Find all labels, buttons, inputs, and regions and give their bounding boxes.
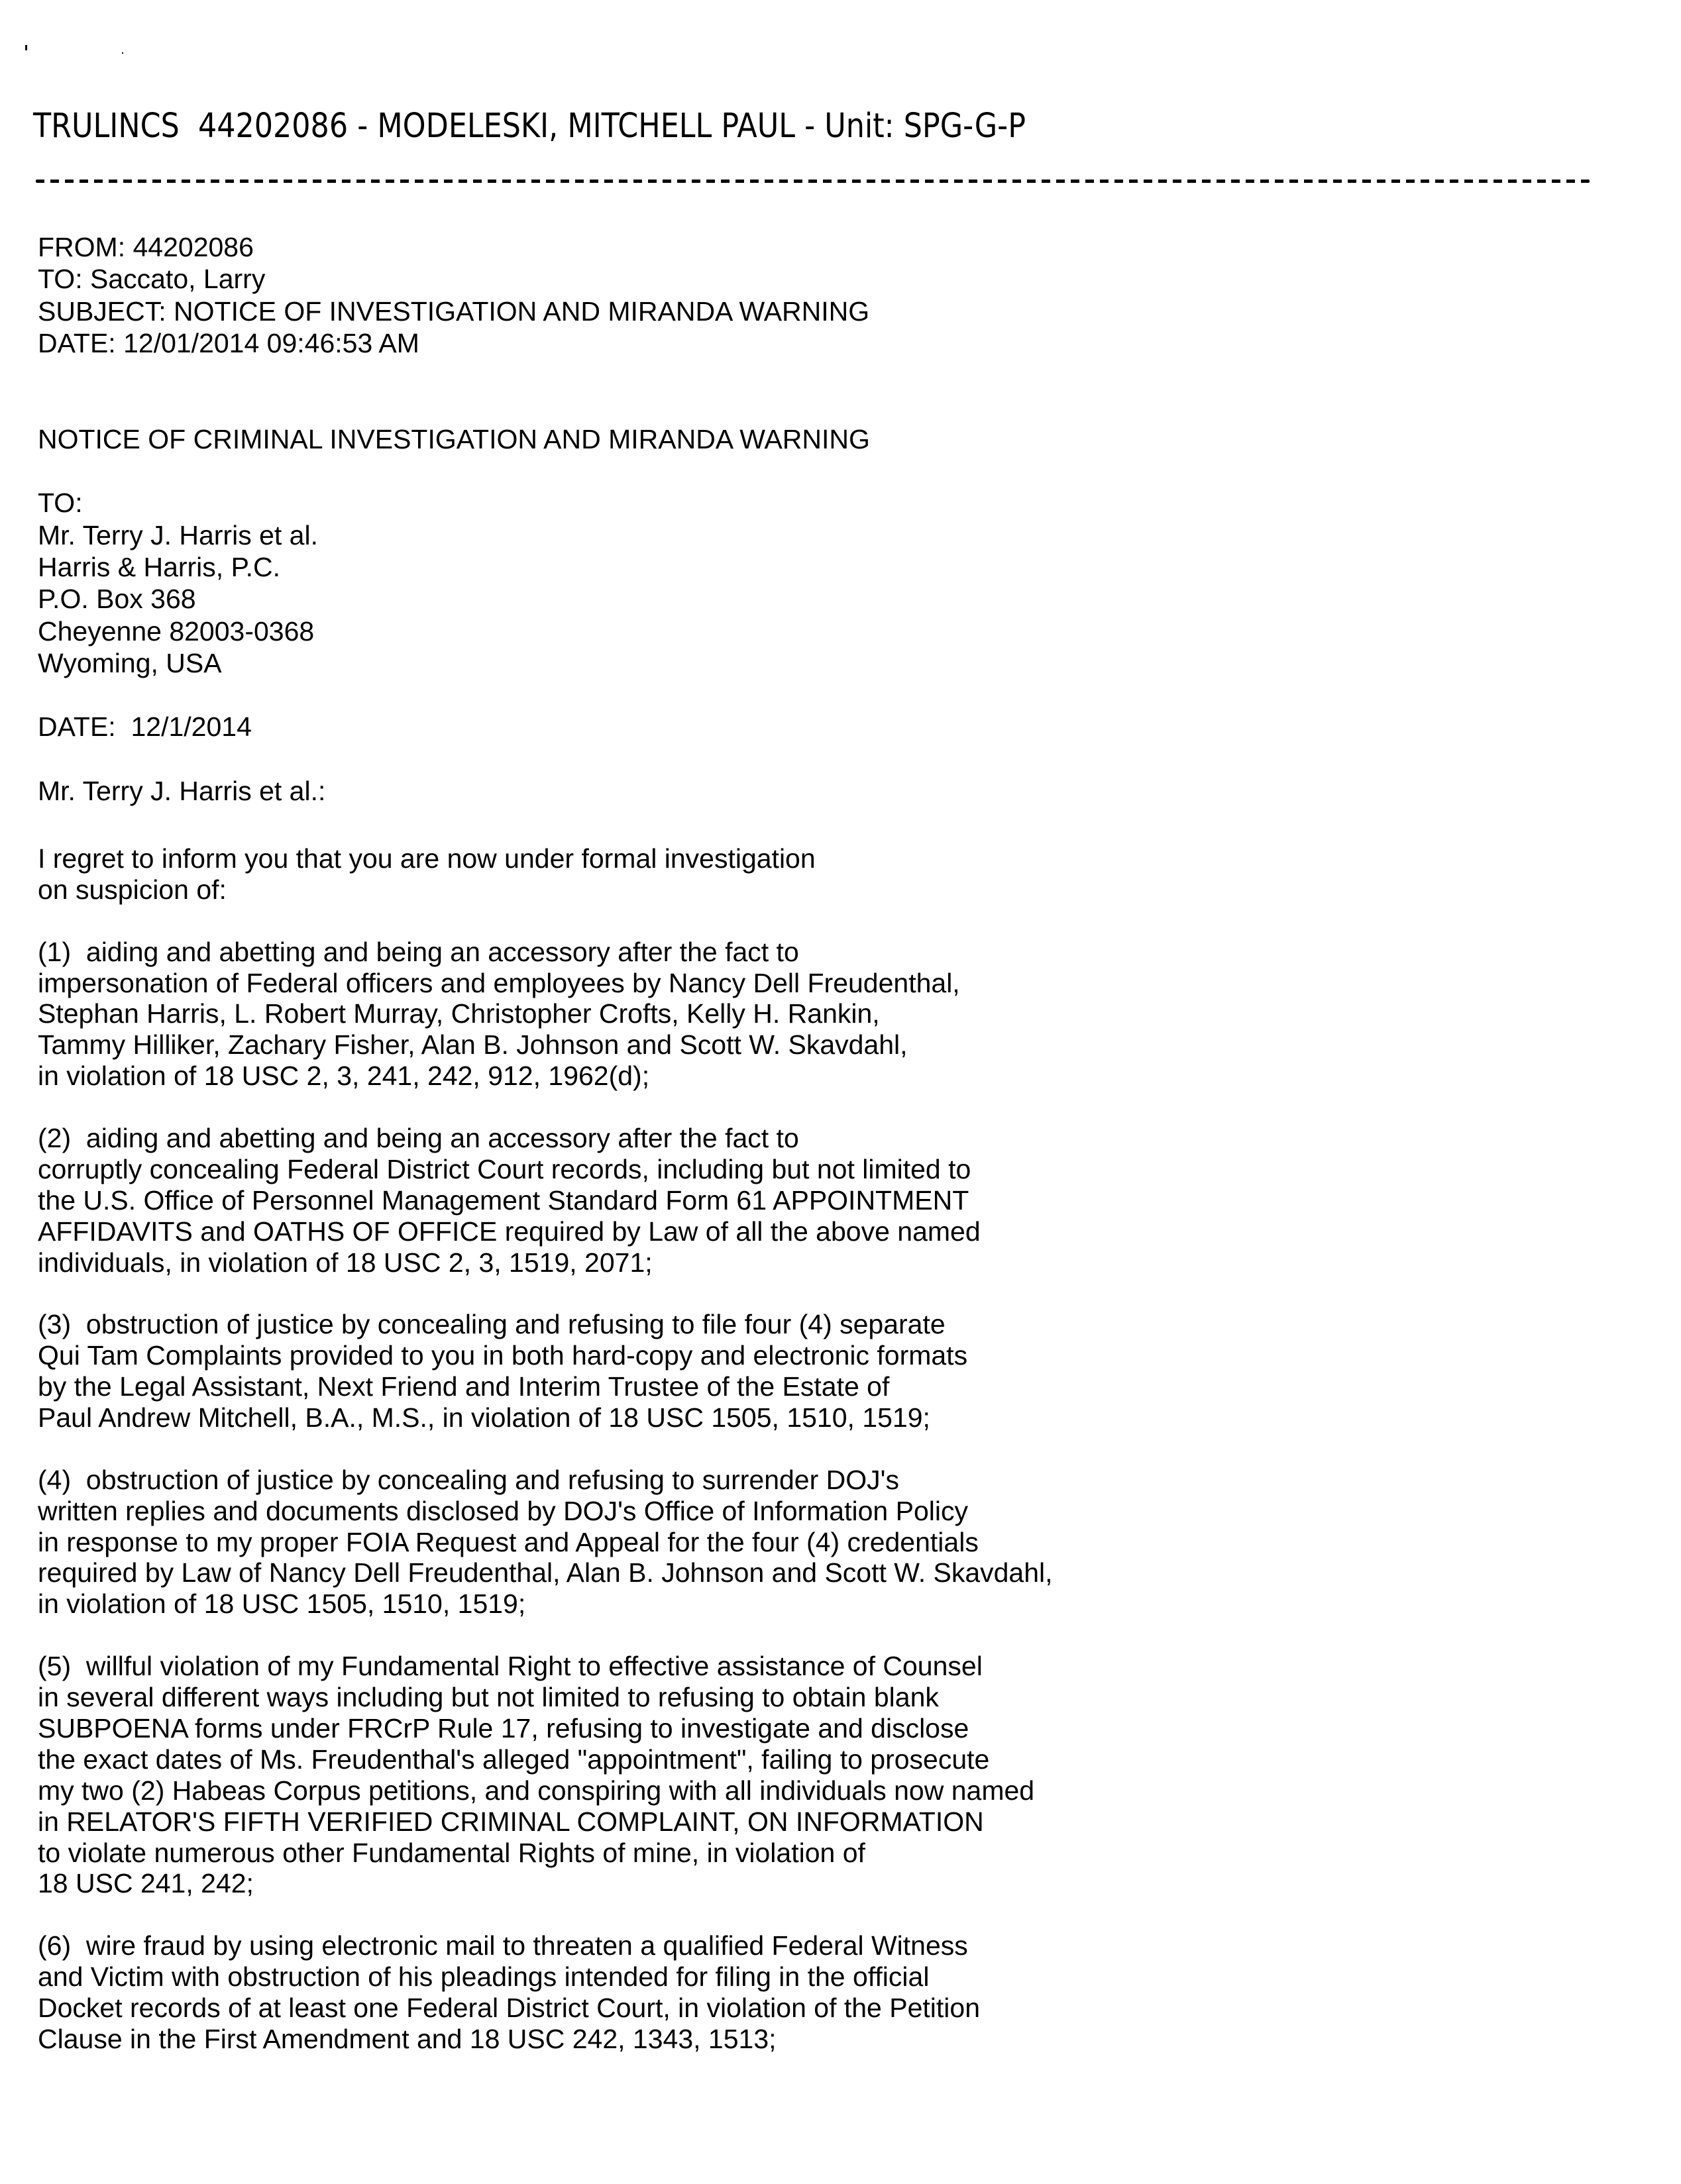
intro-line: on suspicion of: — [38, 874, 227, 905]
charge-line: in RELATOR'S FIFTH VERIFIED CRIMINAL COMPLAINT, ON INFORMATION — [38, 1806, 984, 1837]
charge-line: Stephan Harris, L. Robert Murray, Christopher Crofts, Kelly H. Rankin, — [38, 998, 880, 1029]
charge-line: and Victim with obstruction of his pleadings intended for filing in the official — [38, 1961, 930, 1993]
dashed-separator — [36, 180, 1590, 183]
charge-item — [38, 1930, 1053, 2055]
salutation: Mr. Terry J. Harris et al.: — [38, 776, 326, 807]
charge-line: Tammy Hilliker, Zachary Fisher, Alan B. Johnson and Scott W. Skavdahl, — [38, 1029, 908, 1061]
charge-line: (3) obstruction of justice by concealing and refusing to file four (4) separate — [38, 1309, 946, 1340]
charge-line: (4) obstruction of justice by concealing and refusing to surrender DOJ's — [38, 1464, 899, 1495]
spacer — [38, 359, 870, 391]
charge-line: Paul Andrew Mitchell, B.A., M.S., in violation of 18 USC 1505, 1510, 1519; — [38, 1402, 930, 1433]
address-line: Harris & Harris, P.C. — [38, 551, 281, 582]
charge-line: (2) aiding and abetting and being an accessory after the fact to — [38, 1123, 799, 1154]
charge-line: Clause in the First Amendment and 18 USC 242, 1343, 1513; — [38, 2023, 777, 2054]
charge-line: Docket records of at least one Federal District Court, in violation of the Petition — [38, 1992, 981, 2023]
spacer — [38, 1092, 1053, 1123]
charge-line: the exact dates of Ms. Freudenthal's alleged "appointment", failing to prosecute — [38, 1743, 990, 1775]
message-header-block — [38, 231, 870, 807]
charge-line: to violate numerous other Fundamental Rights of mine, in violation of — [38, 1837, 865, 1868]
spacer — [38, 679, 870, 711]
intro-line: I regret to inform you that you are now under formal investigation — [38, 843, 816, 874]
charge-line: in violation of 18 USC 2, 3, 241, 242, 912, 1962(d); — [38, 1061, 650, 1092]
address-line: Mr. Terry J. Harris et al. — [38, 519, 318, 550]
spacer — [38, 1620, 1053, 1651]
charge-line: in response to my proper FOIA Request and Appeal for the four (4) credentials — [38, 1526, 979, 1557]
spacer — [38, 1278, 1053, 1309]
charge-item — [38, 1651, 1053, 1899]
charge-line: corruptly concealing Federal District Court records, including but not limited to — [38, 1153, 971, 1184]
address-line: Wyoming, USA — [38, 647, 222, 678]
notice-title: NOTICE OF CRIMINAL INVESTIGATION AND MIRANDA WARNING — [38, 423, 870, 454]
charge-line: Qui Tam Complaints provided to you in both hard-copy and electronic formats — [38, 1340, 968, 1371]
charge-line: in several different ways including but not limited to refusing to obtain blank — [38, 1682, 939, 1713]
address-block — [38, 519, 870, 679]
charge-item — [38, 1123, 1053, 1278]
trulincs-header-title: TRULINCS 44202086 - MODELESKI, MITCHELL PAUL - Unit: SPG-G-P — [33, 107, 1026, 146]
spacer — [38, 1899, 1053, 1930]
from-line: FROM: 44202086 — [38, 232, 254, 262]
scan-speck — [122, 52, 123, 54]
charge-line: (5) willful violation of my Fundamental Right to effective assistance of Counsel — [38, 1651, 983, 1682]
subject-line: SUBJECT: NOTICE OF INVESTIGATION AND MIRANDA WARNING — [38, 295, 870, 327]
spacer — [38, 906, 1053, 937]
charge-line: by the Legal Assistant, Next Friend and Interim Trustee of the Estate of — [38, 1371, 890, 1402]
charge-line: my two (2) Habeas Corpus petitions, and conspiring with all individuals now named — [38, 1775, 1035, 1806]
intro-paragraph — [38, 843, 1053, 937]
charge-line: written replies and documents disclosed by DOJ's Office of Information Policy — [38, 1495, 968, 1526]
date-line: DATE: 12/01/2014 09:46:53 AM — [38, 327, 419, 358]
charge-item — [38, 1465, 1053, 1620]
charge-line: individuals, in violation of 18 USC 2, 3, 1519, 2071; — [38, 1247, 653, 1278]
charge-line: the U.S. Office of Personnel Management Standard Form 61 APPOINTMENT — [38, 1184, 969, 1216]
notice-body — [38, 843, 1053, 2055]
address-line: Cheyenne 82003-0368 — [38, 615, 315, 647]
charge-line: AFFIDAVITS and OATHS OF OFFICE required by Law of all the above named — [38, 1216, 981, 1247]
spacer — [38, 391, 870, 423]
addressee-label: TO: — [38, 488, 83, 519]
address-line: P.O. Box 368 — [38, 584, 196, 615]
charge-line: (1) aiding and abetting and being an accessory after the fact to — [38, 936, 799, 967]
spacer — [38, 743, 870, 775]
charges-list — [38, 937, 1053, 2055]
spacer — [38, 455, 870, 487]
charge-item — [38, 1309, 1053, 1433]
spacer — [38, 1433, 1053, 1465]
scan-speck — [25, 45, 27, 50]
charge-item — [38, 937, 1053, 1092]
notice-date: DATE: 12/1/2014 — [38, 711, 252, 743]
charge-line: required by Law of Nancy Dell Freudenthal, Alan B. Johnson and Scott W. Skavdahl, — [38, 1557, 1053, 1588]
charge-line: SUBPOENA forms under FRCrP Rule 17, refusing to investigate and disclose — [38, 1712, 969, 1743]
to-line: TO: Saccato, Larry — [38, 264, 266, 295]
charge-line: (6) wire fraud by using electronic mail to threaten a qualified Federal Witness — [38, 1930, 968, 1961]
charge-line: in violation of 18 USC 1505, 1510, 1519; — [38, 1588, 526, 1620]
charge-line: 18 USC 241, 242; — [38, 1868, 254, 1899]
charge-line: impersonation of Federal officers and employees by Nancy Dell Freudenthal, — [38, 967, 960, 998]
